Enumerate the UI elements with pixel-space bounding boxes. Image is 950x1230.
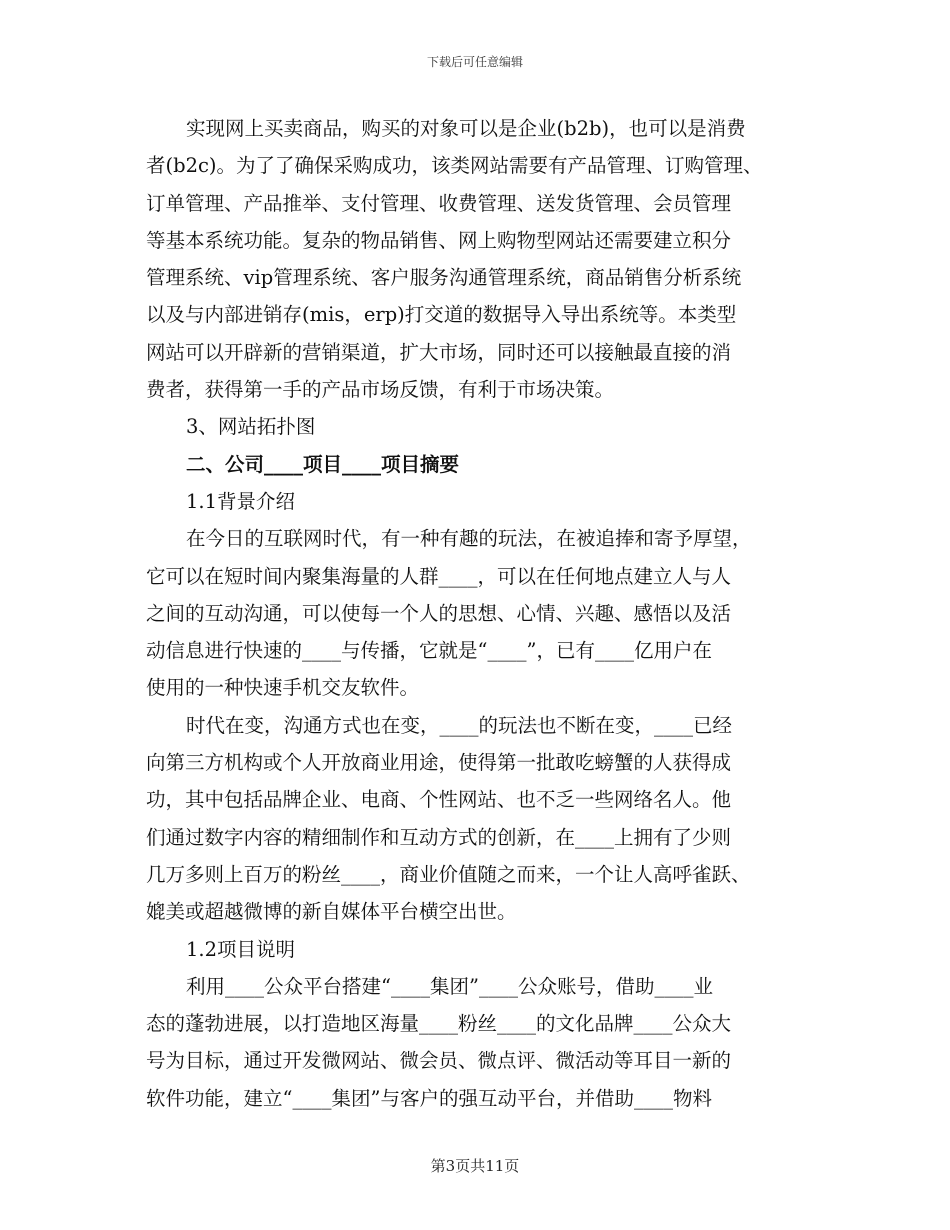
paragraph-line: 号为目标，通过开发微网站、微会员、微点评、微活动等耳目一新的 [146,1049,732,1073]
section-heading-topology: 3、网站拓扑图 [186,415,316,439]
paragraph-line: 时代在变，沟通方式也在变，____的玩法也不断在变，____已经 [186,713,733,737]
paragraph-line: 向第三方机构或个人开放商业用途，使得第一批敢吃螃蟹的人获得成 [146,751,732,775]
paragraph-line: 利用____公众平台搭建“____集团”____公众账号，借助____业 [186,974,713,998]
page-footer: 第3页共11页 [430,1157,520,1175]
paragraph-line: 之间的互动沟通，可以使每一个人的思想、心情、兴趣、感悟以及活 [146,601,732,625]
paragraph-line: 实现网上买卖商品，购买的对象可以是企业(b2b)，也可以是消费 [186,117,746,140]
paragraph-line: 功，其中包括品牌企业、电商、个性网站、也不乏一些网络名人。他 [146,788,732,812]
paragraph-line: 态的蓬勃进展，以打造地区海量____粉丝____的文化品牌____公众大 [146,1012,732,1036]
document-body [146,110,814,1117]
subsection-heading-background: 1.1背景介绍 [186,489,296,513]
paragraph-line: 订单管理、产品推举、支付管理、收费管理、送发货管理、会员管理 [146,191,732,215]
paragraph-line: 等基本系统功能。复杂的物品销售、网上购物型网站还需要建立积分 [146,228,732,252]
paragraph-line: 们通过数字内容的精细制作和互动方式的创新，在____上拥有了少则 [146,825,732,849]
paragraph-line: 在今日的互联网时代，有一种有趣的玩法，在被追捧和寄予厚望， [186,527,752,551]
paragraph-line: 它可以在短时间内聚集海量的人群____，可以在任何地点建立人与人 [146,564,732,588]
paragraph-line: 网站可以开辟新的营销渠道，扩大市场，同时还可以接触最直接的消 [146,340,732,364]
subsection-heading-project-description: 1.2项目说明 [186,937,296,961]
section-heading-project-summary: 二、公司____项目____项目摘要 [186,452,460,476]
paragraph-line: 软件功能，建立“____集团”与客户的强互动平台，并借助____物料 [146,1086,712,1110]
page-header: 下载后可任意编辑 [426,55,523,69]
paragraph-line: 以及与内部进销存(mis，erp)打交道的数据导入导出系统等。本类型 [146,303,737,327]
paragraph-line: 使用的一种快速手机交友软件。 [146,676,420,700]
paragraph-line: 动信息进行快速的____与传播，它就是“____”，已有____亿用户在 [146,639,712,663]
paragraph-line: 管理系统、vip管理系统、客户服务沟通管理系统，商品销售分析系统 [146,266,742,290]
paragraph-line: 几万多则上百万的粉丝____，商业价值随之而来，一个让人高呼雀跃、 [146,862,751,886]
paragraph-line: 费者，获得第一手的产品市场反馈，有利于市场决策。 [146,378,615,402]
paragraph-line: 者(b2c)。为了了确保采购成功，该类网站需要有产品管理、订购管理、 [146,154,763,178]
paragraph-line: 媲美或超越微博的新自媒体平台横空出世。 [146,900,517,924]
